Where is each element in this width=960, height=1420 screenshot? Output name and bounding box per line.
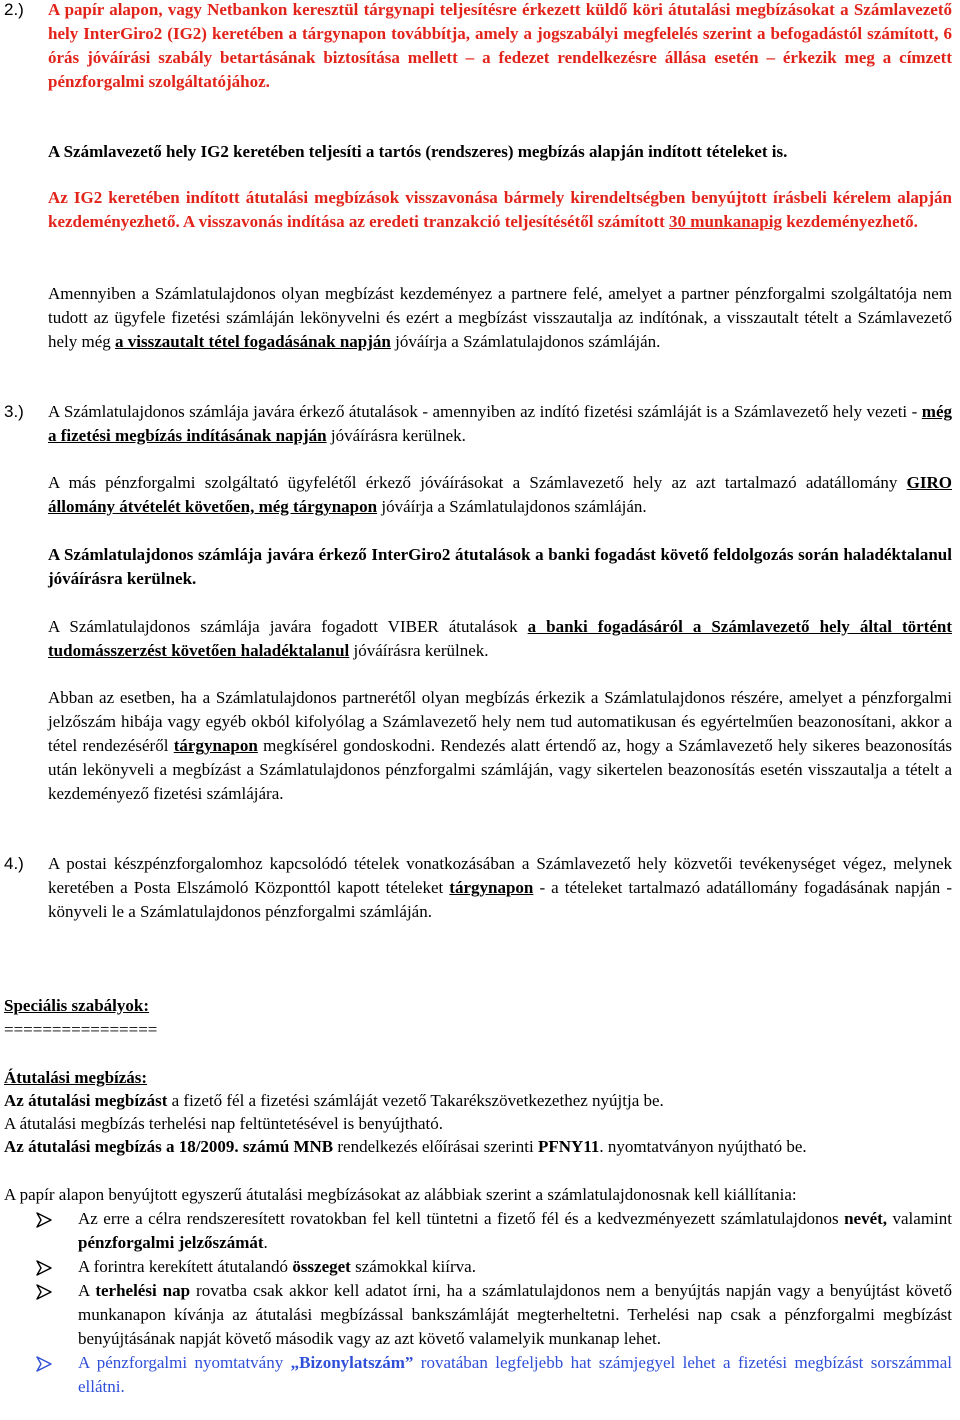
item-4-paragraph-1: A postai készpénzforgalomhoz kapcsolódó tételek vonatkozásában a Számlavezető hely közvetői tevékenységet végez, melynek keretében a Posta Elszámoló Központtól kapott tételeket tárgynapon - a tételeket tartalmazó adatállomány fogadásának napján - könyveli le a Számlatulajdonos pénzforgalmi számláján. (48, 854, 952, 921)
arrow-bullet-icon (36, 1356, 52, 1372)
item-4-number: 4.) (4, 854, 24, 873)
item-3-paragraph-2: A más pénzforgalmi szolgáltató ügyfelétől érkező jóváírásokat a Számlavezető hely az azt tartalmazó adatállomány GIRO állomány átvételét követően, még tárgynapon jóváírja a Számlatulajdonos számláján. (48, 473, 952, 516)
item-2-number: 2.) (4, 0, 24, 19)
special-rules-divider: ================ (4, 1020, 158, 1039)
paper-transfer-intro: A papír alapon benyújtott egyszerű átutalási megbízásokat az alábbiak szerint a számlatulajdonosnak kell kiállítania: (4, 1185, 797, 1204)
item-2-paragraph-2: A Számlavezető hely IG2 keretében teljesíti a tartós (rendszeres) megbízás alapján indított tételeket is. (48, 142, 788, 161)
item-2-paragraph-1: A papír alapon, vagy Netbankon keresztül tárgynapi teljesítésre érkezett küldő köri átutalási megbízásokat a Számlavezető hely InterGiro2 (IG2) keretében a tárgynapon továbbítja, amely a jogszabályi megfelelés szerint a befogadástól számított, 6 órás jóváírási szabály betartásának biztosítása mellett – a fedezet rendelkezésre állása esetén – érkezik meg a címzett pénzforgalmi szolgáltatójához. (48, 0, 952, 91)
arrow-bullet-icon (36, 1260, 52, 1276)
arrow-bullet-icon (36, 1284, 52, 1300)
item-2-paragraph-3: Az IG2 keretében indított átutalási megbízások visszavonása bármely kirendeltségben benyújtott írásbeli kérelem alapján kezdeményezhető. A visszavonás indítása az eredeti tranzakció teljesítésétől számított 30 munkanapig kezdeményezhető. (48, 188, 952, 231)
special-rules-heading: Speciális szabályok: (4, 996, 149, 1015)
transfer-order-heading: Átutalási megbízás: (4, 1068, 148, 1087)
list-item: A pénzforgalmi nyomtatvány „Bizonylatszám” rovatában legfeljebb hat számjegyel lehet a fizetési megbízást sorszámmal ellátni. (4, 1351, 952, 1399)
transfer-order-line-1: Az átutalási megbízást a fizető fél a fizetési számláját vezető Takarékszövetkezethez nyújtja be. (4, 1091, 664, 1110)
item-3-paragraph-1: A Számlatulajdonos számlája javára érkező átutalások - amennyiben az indító fizetési számláját is a Számlavezető hely vezeti - még a fizetési megbízás indításának napján jóváírásra kerülnek. (48, 402, 952, 445)
list-item: Az erre a célra rendszeresített rovatokban fel kell tüntetni a fizető fél és a kedvezményezett számlatulajdonos nevét, valamint pénzforgalmi jelzőszámát. (4, 1207, 952, 1255)
item-3-number: 3.) (4, 402, 24, 421)
item-3-paragraph-3: A Számlatulajdonos számlája javára érkező InterGiro2 átutalások a banki fogadást követő feldolgozás során haladéktalanul jóváírásra kerülnek. (48, 545, 952, 588)
transfer-order-line-3: Az átutalási megbízás a 18/2009. számú MNB rendelkezés előírásai szerinti PFNY11. nyomtatványon nyújtható be. (4, 1137, 807, 1156)
item-3-paragraph-5: Abban az esetben, ha a Számlatulajdonos partnerétől olyan megbízás érkezik a Számlatulajdonos részére, amelyet a pénzforgalmi jelzőszám hibája vagy egyéb okból kifolyólag a Számlavezető hely nem tud automatikusan és egyértelműen beazonosítani, akkor a tétel rendezéséről tárgynapon megkísérel gondoskodni. Rendezés alatt értendő az, hogy a Számlavezető hely sikeres beazonosítás után lekönyveli a megbízást a Számlatulajdonos pénzforgalmi számláján, vagy sikertelen beazonosítás esetén visszautalja a tételt a kezdeményező fizetési számlájára. (48, 688, 952, 803)
list-item: A forintra kerekített átutalandó összeget számokkal kiírva. (4, 1255, 952, 1279)
arrow-bullet-icon (36, 1212, 52, 1228)
requirements-list (4, 1207, 952, 1399)
item-2-paragraph-4: Amennyiben a Számlatulajdonos olyan megbízást kezdeményez a partnere felé, amelyet a partner pénzforgalmi szolgáltatója nem tudott az ügyfele fizetési számláján lekönyvelni és ezért a megbízást visszautalja az indítónak, a visszautalt tételt a Számlavezető hely még a visszautalt tétel fogadásának napján jóváírja a Számlatulajdonos számláján. (48, 284, 952, 351)
item-3-paragraph-4: A Számlatulajdonos számlája javára fogadott VIBER átutalások a banki fogadásáról a Számlavezető hely által történt tudomásszerzést követően haladéktalanul jóváírásra kerülnek. (48, 617, 952, 660)
list-item: A terhelési nap rovatba csak akkor kell adatot írni, ha a számlatulajdonos nem a benyújtás napján vagy a benyújtást követő munkanapon kívánja az átutalási megbízással bankszámláját megterheltetni. Terhelési nap csak a pénzforgalmi megbízást benyújtásának napját követő második vagy az azt követő valamelyik munkanap lehet. (4, 1279, 952, 1351)
transfer-order-line-2: A átutalási megbízás terhelési nap feltüntetésével is benyújtható. (4, 1114, 444, 1133)
